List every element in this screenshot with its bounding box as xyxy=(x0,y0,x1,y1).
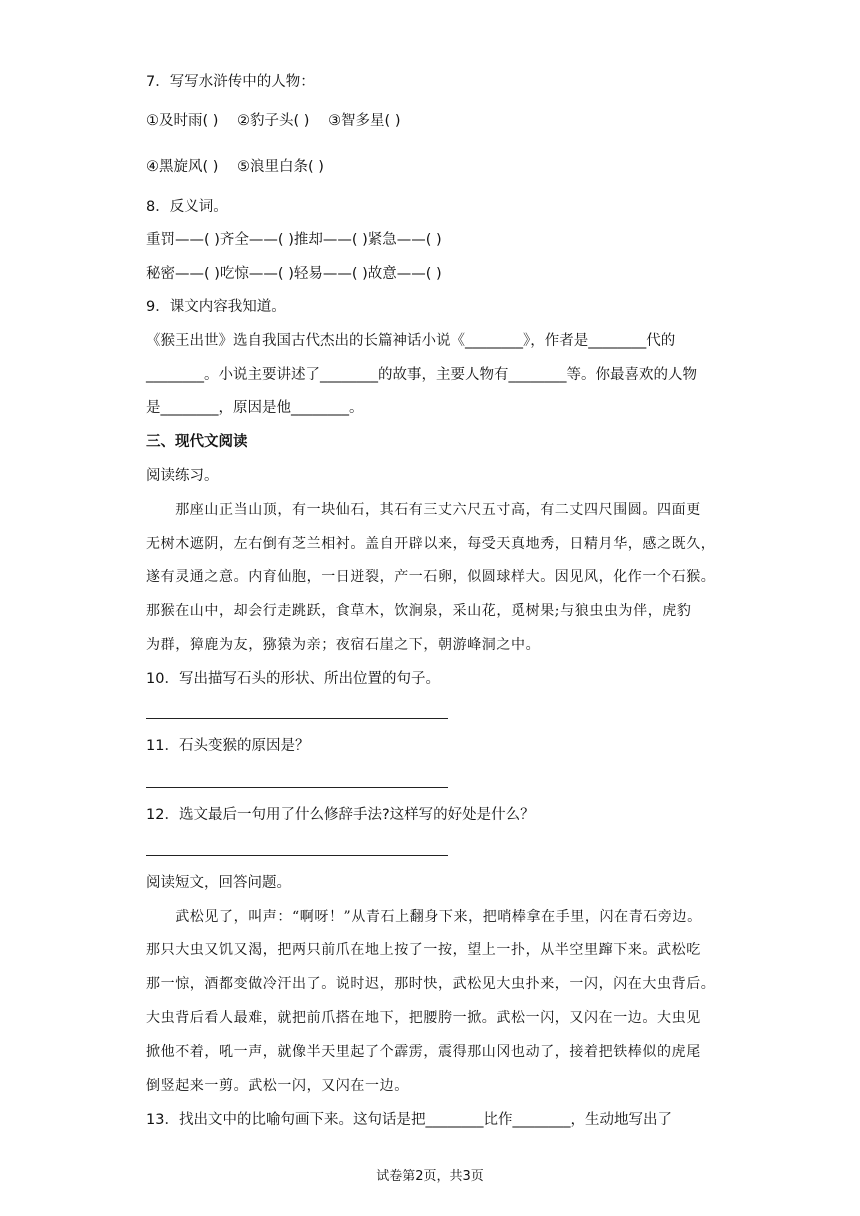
passage-1-line: 无树木遮阴，左右倒有芝兰相衬。盖自开辟以来，每受天真地秀，日精月华，感之既久， xyxy=(146,536,716,552)
question-7-title: 7．写写水浒传中的人物： xyxy=(146,74,315,90)
question-10: 10．写出描写石头的形状、所出位置的句子。 xyxy=(146,671,440,687)
answer-line[interactable] xyxy=(146,855,448,856)
passage-2-line: 大虫背后看人最难，就把前爪搭在地下，把腰胯一掀。武松一闪，又闪在一边。大虫见 xyxy=(146,1010,701,1026)
passage-2-line: 武松见了，叫声：“啊呀！”从青石上翻身下来，把哨棒拿在手里，闪在青石旁边。 xyxy=(146,909,702,925)
passage-2-line: 那只大虫又饥又渴，把两只前爪在地上按了一按，望上一扑，从半空里蹿下来。武松吃 xyxy=(146,942,701,958)
passage-1-line: 为群，獐鹿为友，猕猿为亲；夜宿石崖之下，朝游峰洞之中。 xyxy=(146,637,541,653)
question-11: 11．石头变猴的原因是？ xyxy=(146,738,310,754)
reading-2-label: 阅读短文，回答问题。 xyxy=(146,875,291,891)
section-3-heading: 三、现代文阅读 xyxy=(146,434,248,450)
answer-item: ④黑旋风( ) xyxy=(146,159,219,175)
question-8-row-2: 秘密——( )吃惊——( )轻易——( )故意——( ) xyxy=(146,266,442,282)
question-9-line-2: ________。小说主要讲述了________的故事，主要人物有________等。你最喜欢的人物 xyxy=(146,367,697,383)
passage-1-line: 那猴在山中，却会行走跳跃，食草木，饮涧泉，采山花，觅树果;与狼虫虫为伴，虎豹 xyxy=(146,603,692,619)
question-12: 12．选文最后一句用了什么修辞手法?这样写的好处是什么？ xyxy=(146,807,535,823)
passage-2-line: 倒竖起来一剪。武松一闪，又闪在一边。 xyxy=(146,1078,409,1094)
passage-2-line: 掀他不着，吼一声，就像半天里起了个霹雳，震得那山冈也动了，接着把铁棒似的虎尾 xyxy=(146,1044,701,1060)
question-8-title: 8．反义词。 xyxy=(146,199,228,215)
question-7-row-1 xyxy=(146,111,400,131)
question-7-row-2 xyxy=(146,157,324,177)
reading-exercise-label: 阅读练习。 xyxy=(146,468,219,484)
passage-1-line: 遂有灵通之意。内育仙胞，一日迸裂，产一石卵，似圆球样大。因见风，化作一个石猴。 xyxy=(146,569,716,585)
answer-line[interactable] xyxy=(146,718,448,719)
question-13: 13．找出文中的比喻句画下来。这句话是把________比作________，生动地写出了 xyxy=(146,1112,672,1128)
answer-item: ③智多星( ) xyxy=(328,113,401,129)
answer-line[interactable] xyxy=(146,787,448,788)
question-9-line-1: 《猴王出世》选自我国古代杰出的长篇神话小说《________》，作者是________代的 xyxy=(146,333,676,349)
passage-2-line: 那一惊，酒都变做冷汗出了。说时迟，那时快，武松见大虫扑来，一闪，闪在大虫背后。 xyxy=(146,976,716,992)
question-9-title: 9．课文内容我知道。 xyxy=(146,299,286,315)
question-8-row-1: 重罚——( )齐全——( )推却——( )紧急——( ) xyxy=(146,232,442,248)
question-9-line-3: 是________，原因是他________。 xyxy=(146,400,364,416)
answer-item: ①及时雨( ) xyxy=(146,113,219,129)
page-footer: 试卷第2页，共3页 xyxy=(376,1169,484,1184)
passage-1-line: 那座山正当山顶，有一块仙石，其石有三丈六尺五寸高，有二丈四尺围圆。四面更 xyxy=(146,502,701,518)
answer-item: ②豹子头( ) xyxy=(237,113,310,129)
answer-item: ⑤浪里白条( ) xyxy=(237,159,324,175)
